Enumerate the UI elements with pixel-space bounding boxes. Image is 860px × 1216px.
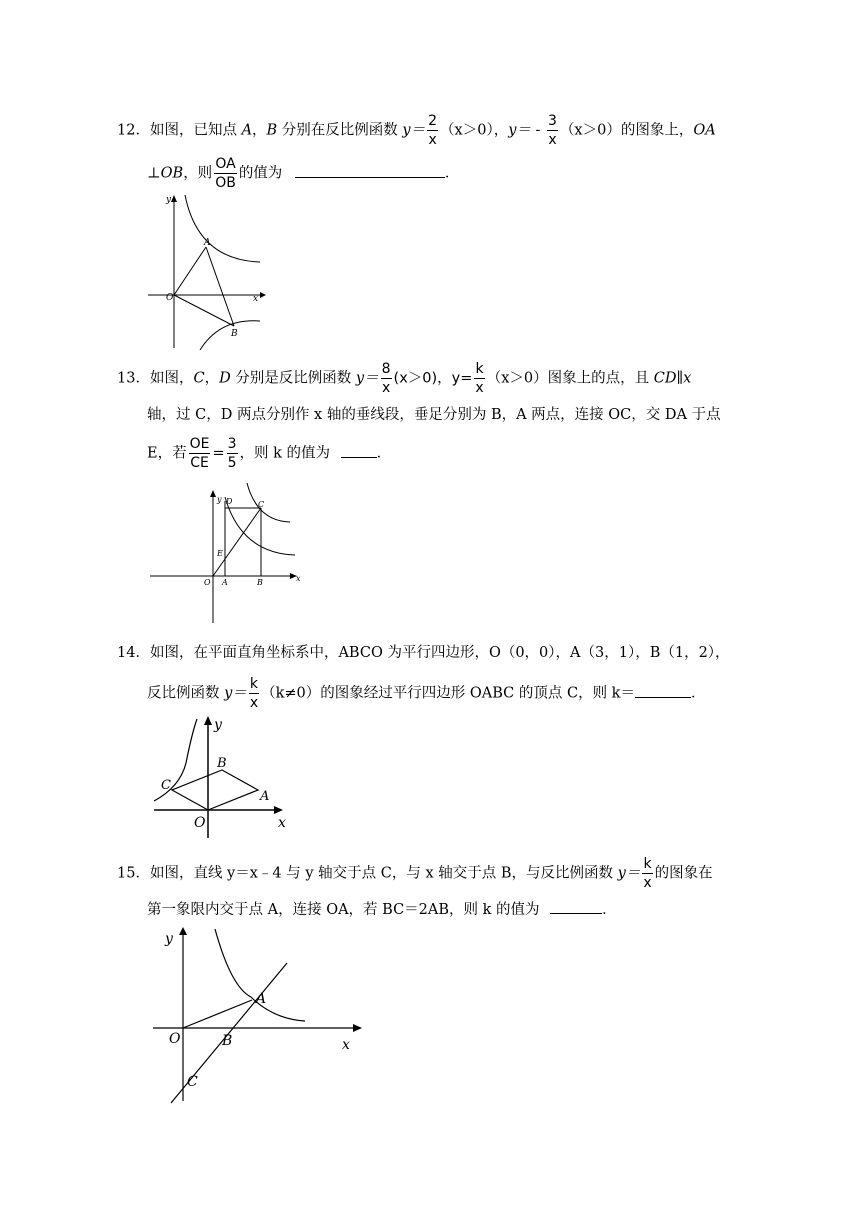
- q13-ratio-value: $\frac{3}{5}$: [227, 436, 237, 471]
- q14-fig-label-a: A: [260, 789, 270, 804]
- q14-figure: [150, 713, 300, 843]
- q13-fig-label-c: C: [258, 500, 265, 509]
- q14-x-arrow: [274, 806, 283, 814]
- q13-fig-label-x: x: [296, 574, 301, 583]
- q14-answer-blank[interactable]: [635, 683, 691, 698]
- q14-parallelogram: [172, 770, 258, 810]
- q14-number: 14．: [117, 645, 150, 661]
- q13-number: 13．: [117, 370, 150, 387]
- q12-fraction-2: $\frac{3}{x}$: [548, 113, 557, 148]
- q13-fig-label-y: y: [217, 495, 222, 504]
- q13-ratio: $\frac{OE}{CE}$: [189, 436, 210, 471]
- q12-curve-upper: [185, 195, 260, 262]
- q14-fig-label-b: B: [217, 756, 227, 771]
- q12-fig-label-o: O: [166, 293, 174, 303]
- q13-figure: [145, 483, 305, 628]
- q15-fig-label-a: A: [256, 991, 267, 1007]
- q12-curve-lower: [200, 321, 260, 350]
- q13-line1: 13．如图，C，D 分别是反比例函数 y＝ $\frac{8}{x}$ (x＞0)，y= $\frac{k}{x}$ （x＞0）图象上的点，且 CD∥x: [117, 361, 692, 396]
- q14-fig-label-o: O: [194, 815, 206, 831]
- q12-line1: 12．如图，已知点 A，B 分别在反比例函数 y＝ $\frac{2}{x}$ （x＞0），y＝ - $\frac{3}{x}$ （x＞0）的图象上，OA: [117, 113, 716, 148]
- q13-fig-label-a: A: [222, 578, 228, 587]
- q15-fig-label-c: C: [187, 1074, 198, 1090]
- q13-fraction-1: $\frac{8}{x}$: [381, 361, 391, 396]
- q12-fraction-1: $\frac{2}{x}$: [428, 113, 438, 148]
- q13-fig-label-o: O: [204, 578, 211, 587]
- q12-ratio: $\frac{OA}{OB}$: [215, 156, 236, 191]
- q15-line1: 15．如图，直线 y＝x﹣4 与 y 轴交于点 C，与 x 轴交于点 B，与反比例函数 y＝ $\frac{k}{x}$ 的图象在: [117, 856, 713, 891]
- q14-fraction: $\frac{k}{x}$: [249, 676, 259, 711]
- q14-y-arrow: [204, 716, 212, 725]
- q12-number: 12．: [117, 122, 150, 139]
- q15-fraction: $\frac{k}{x}$: [643, 856, 652, 891]
- q15-fig-label-x: x: [342, 1037, 350, 1053]
- q15-fig-label-b: B: [222, 1033, 233, 1049]
- q15-answer-blank[interactable]: [550, 899, 602, 914]
- q13-curve-outer: [247, 483, 290, 522]
- q12-fig-label-x: x: [253, 294, 259, 304]
- q12-answer-blank[interactable]: [295, 163, 445, 178]
- q14-fig-label-c: C: [161, 778, 171, 793]
- q12-segment-oa: [174, 247, 206, 295]
- q14-fig-label-x: x: [278, 815, 286, 831]
- q13-line2: 轴，过 C，D 两点分别作 x 轴的垂线段，垂足分别为 B，A 两点，连接 OC，交 DA 于点: [147, 407, 721, 423]
- q15-x-arrow: [353, 1024, 362, 1032]
- q12-figure: [140, 190, 270, 355]
- q15-curve: [215, 929, 305, 1021]
- q15-fig-label-y: y: [165, 931, 173, 947]
- q15-line2: 第一象限内交于点 A，连接 OA，若 BC＝2AB，则 k 的值为 ．: [147, 899, 617, 920]
- q12-x-arrow: [260, 292, 266, 298]
- q13-y-arrow: [210, 490, 216, 497]
- q12-line2: ⊥OB，则 $\frac{OA}{OB}$ 的值为 ．: [147, 156, 460, 191]
- q13-fraction-2: $\frac{k}{x}$: [475, 361, 484, 396]
- q14-line1: 14．如图，在平面直角坐标系中，ABCO 为平行四边形，O（0，0），A（3，1），B（1，2），: [117, 645, 730, 661]
- q12-fig-label-a: A: [204, 238, 211, 248]
- q14-fig-label-y: y: [214, 717, 222, 733]
- q15-number: 15．: [117, 865, 150, 882]
- q12-y-arrow: [171, 195, 177, 202]
- q12-fig-label-y: y: [166, 195, 172, 205]
- q14-line2: 反比例函数 y＝ $\frac{k}{x}$ （k≠0）的图象经过平行四边形 OABC 的顶点 C，则 k＝ ．: [147, 676, 706, 711]
- q15-fig-label-o: O: [169, 1031, 181, 1047]
- q13-fig-label-e: E: [217, 549, 223, 558]
- q15-y-arrow: [179, 927, 187, 935]
- q13-line3: E，若 $\frac{OE}{CE}$ = $\frac{3}{5}$ ，则 k 的值为 ．: [147, 436, 392, 471]
- q13-fig-label-b: B: [257, 578, 263, 587]
- q12-fig-label-b: B: [231, 329, 238, 339]
- q15-figure: [145, 925, 375, 1105]
- q13-fig-label-d: D: [226, 497, 233, 506]
- q13-answer-blank[interactable]: [341, 443, 377, 458]
- q15-segment-oa: [183, 1000, 252, 1028]
